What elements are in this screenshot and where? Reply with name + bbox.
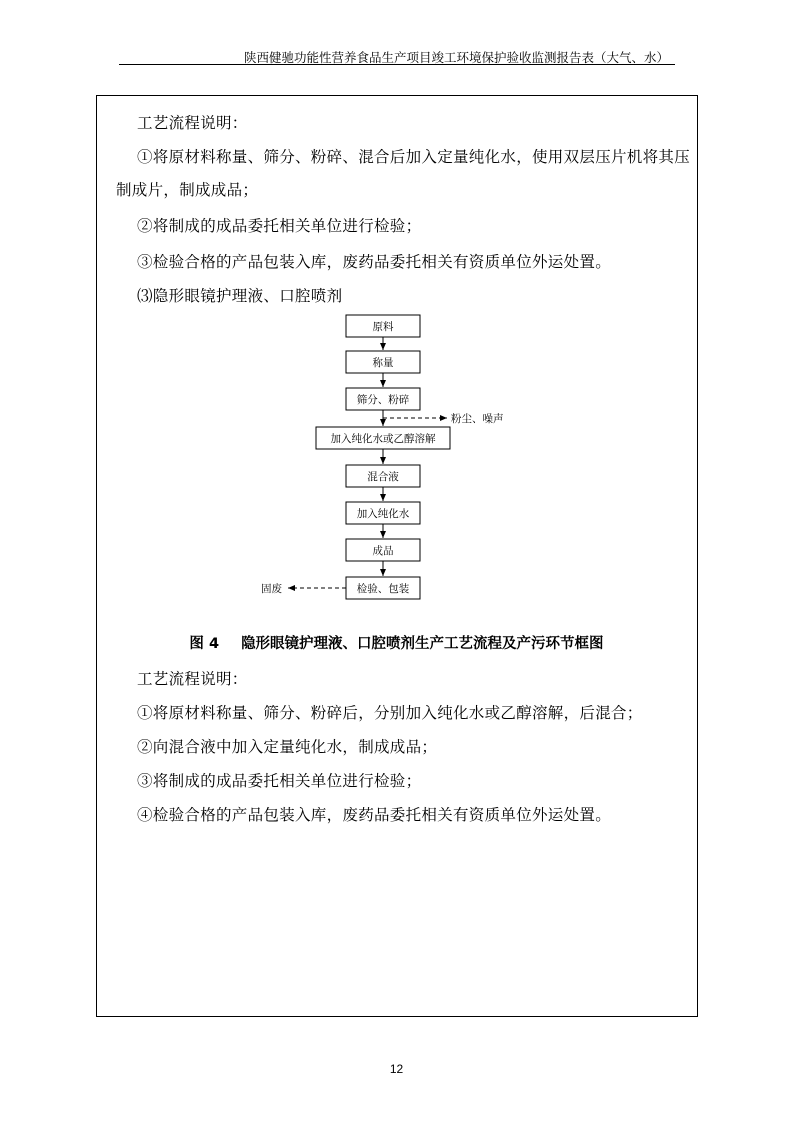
process2-step-4: ④检验合格的产品包装入库，废药品委托相关有资质单位外运处置。 <box>137 806 612 824</box>
svg-text:固废: 固废 <box>261 583 282 595</box>
svg-text:检验、包装: 检验、包装 <box>356 583 410 595</box>
process-step-1-line-2: 制成片，制成成品； <box>116 181 259 199</box>
flow-step-finished-product <box>346 539 420 561</box>
process-step-1-line-1: ①将原材料称量、筛分、粉碎、混合后加入定量纯化水，使用双层压片机将其压 <box>137 148 691 166</box>
process2-step-3: ③将制成的成品委托相关单位进行检验； <box>137 772 422 790</box>
figure-number: 图 4 <box>189 636 220 652</box>
process-step-3: ③检验合格的产品包装入库，废药品委托相关有资质单位外运处置。 <box>137 253 612 271</box>
flow-step-dissolve <box>316 427 450 449</box>
flow-step-inspection-packaging <box>346 577 420 599</box>
flow-step-weighing <box>346 351 420 373</box>
figure-title: 隐形眼镜护理液、口腔喷剂生产工艺流程及产污环节框图 <box>241 636 604 652</box>
figure-caption <box>0 632 793 653</box>
process2-step-2: ②向混合液中加入定量纯化水，制成成品； <box>137 738 438 756</box>
process-heading-1: 工艺流程说明： <box>137 114 248 132</box>
flow-step-add-water <box>346 502 420 524</box>
svg-text:筛分、粉碎: 筛分、粉碎 <box>356 394 410 406</box>
flow-step-raw-material <box>346 315 420 337</box>
process-step-2: ②将制成的成品委托相关单位进行检验； <box>137 217 422 235</box>
svg-text:原料: 原料 <box>372 321 394 333</box>
svg-text:成品: 成品 <box>372 545 394 557</box>
svg-text:粉尘、噪声: 粉尘、噪声 <box>451 413 504 425</box>
process2-step-1: ①将原材料称量、筛分、粉碎后，分别加入纯化水或乙醇溶解，后混合； <box>137 704 643 722</box>
svg-text:加入纯化水或乙醇溶解: 加入纯化水或乙醇溶解 <box>330 433 436 445</box>
flow-step-mixture <box>346 465 420 487</box>
product-subtitle: ⑶隐形眼镜护理液、口腔喷剂 <box>137 287 343 305</box>
page-header: 陕西健驰功能性营养食品生产项目竣工环境保护验收监测报告表（大气、水） <box>243 50 669 65</box>
emission-dust-noise-label <box>451 412 504 425</box>
svg-text:混合液: 混合液 <box>367 471 399 483</box>
page-number: 12 <box>389 1062 404 1076</box>
emission-solid-waste-label <box>261 582 282 595</box>
svg-text:称量: 称量 <box>372 357 394 369</box>
process-heading-2: 工艺流程说明： <box>137 670 248 688</box>
flow-step-sieving-crushing <box>346 388 420 410</box>
svg-text:加入纯化水: 加入纯化水 <box>356 508 410 520</box>
